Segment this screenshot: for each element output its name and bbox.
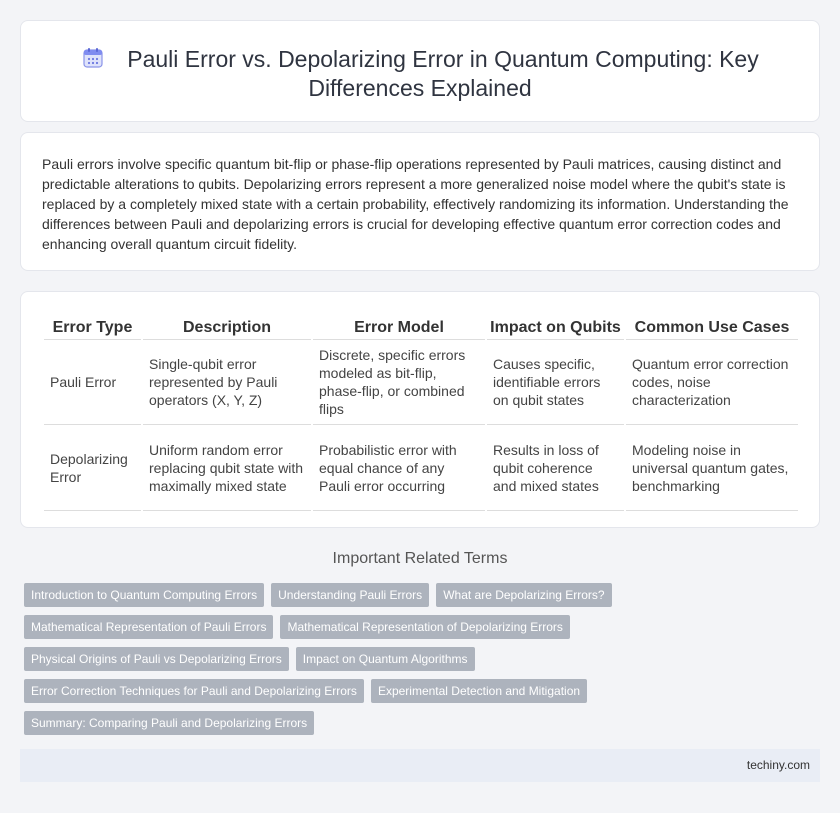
intro-card: [20, 132, 820, 271]
table-cell: Results in loss of qubit coherence and mixed states: [487, 425, 624, 511]
column-header: Error Model: [313, 312, 485, 340]
related-term-tag[interactable]: Introduction to Quantum Computing Errors: [24, 583, 264, 607]
related-term-tag[interactable]: Mathematical Representation of Pauli Errors: [24, 615, 273, 639]
table-row: [44, 340, 798, 425]
column-header: Description: [143, 312, 311, 340]
table-header-row: [44, 312, 798, 340]
related-terms-title: Important Related Terms: [332, 550, 508, 567]
related-term-tag[interactable]: Understanding Pauli Errors: [271, 583, 429, 607]
footer: [20, 749, 820, 782]
related-terms-list: [24, 583, 624, 743]
table-cell: Quantum error correction codes, noise characterization: [626, 340, 798, 425]
table-cell: Modeling noise in universal quantum gates, benchmarking: [626, 425, 798, 511]
page-title: Pauli Error vs. Depolarizing Error in Quantum Computing: Key Differences Explained: [127, 46, 759, 101]
table-cell: Pauli Error: [44, 340, 141, 425]
page-title-wrap: [21, 45, 819, 103]
related-term-tag[interactable]: What are Depolarizing Errors?: [436, 583, 611, 607]
column-header: Impact on Qubits: [487, 312, 624, 340]
related-term-tag[interactable]: Mathematical Representation of Depolarizing Errors: [280, 615, 569, 639]
table-cell: Uniform random error replacing qubit state with maximally mixed state: [143, 425, 311, 511]
table-cell: Probabilistic error with equal chance of any Pauli error occurring: [313, 425, 485, 511]
table-cell: Causes specific, identifiable errors on qubit states: [487, 340, 624, 425]
table-cell: Depolarizing Error: [44, 425, 141, 511]
related-term-tag[interactable]: Experimental Detection and Mitigation: [371, 679, 587, 703]
table-cell: Single-qubit error represented by Pauli operators (X, Y, Z): [143, 340, 311, 425]
column-header: Error Type: [44, 312, 141, 340]
footer-site-link[interactable]: techiny.com: [746, 758, 810, 772]
comparison-table: [42, 312, 800, 511]
related-term-tag[interactable]: Error Correction Techniques for Pauli and Depolarizing Errors: [24, 679, 364, 703]
intro-paragraph: Pauli errors involve specific quantum bit-flip or phase-flip operations represented by Pauli matrices, causing distinct and predictable alterations to qubits. Depolarizing errors represent a more generalized noise model where the qubit's state is replaced by a completely mixed state with a certain probability, effectively randomizing its information. Understanding the differences between Pauli and depolarizing errors is crucial for developing effective quantum error correction codes and enhancing overall quantum circuit fidelity.: [42, 156, 789, 252]
calendar-icon: [81, 46, 105, 70]
title-card: [20, 20, 820, 122]
related-term-tag[interactable]: Physical Origins of Pauli vs Depolarizing Errors: [24, 647, 289, 671]
comparison-table-card: [20, 291, 820, 528]
table-cell: Discrete, specific errors modeled as bit-flip, phase-flip, or combined flips: [313, 340, 485, 425]
related-term-tag[interactable]: Summary: Comparing Pauli and Depolarizing Errors: [24, 711, 314, 735]
column-header: Common Use Cases: [626, 312, 798, 340]
table-row: [44, 425, 798, 511]
related-term-tag[interactable]: Impact on Quantum Algorithms: [296, 647, 475, 671]
